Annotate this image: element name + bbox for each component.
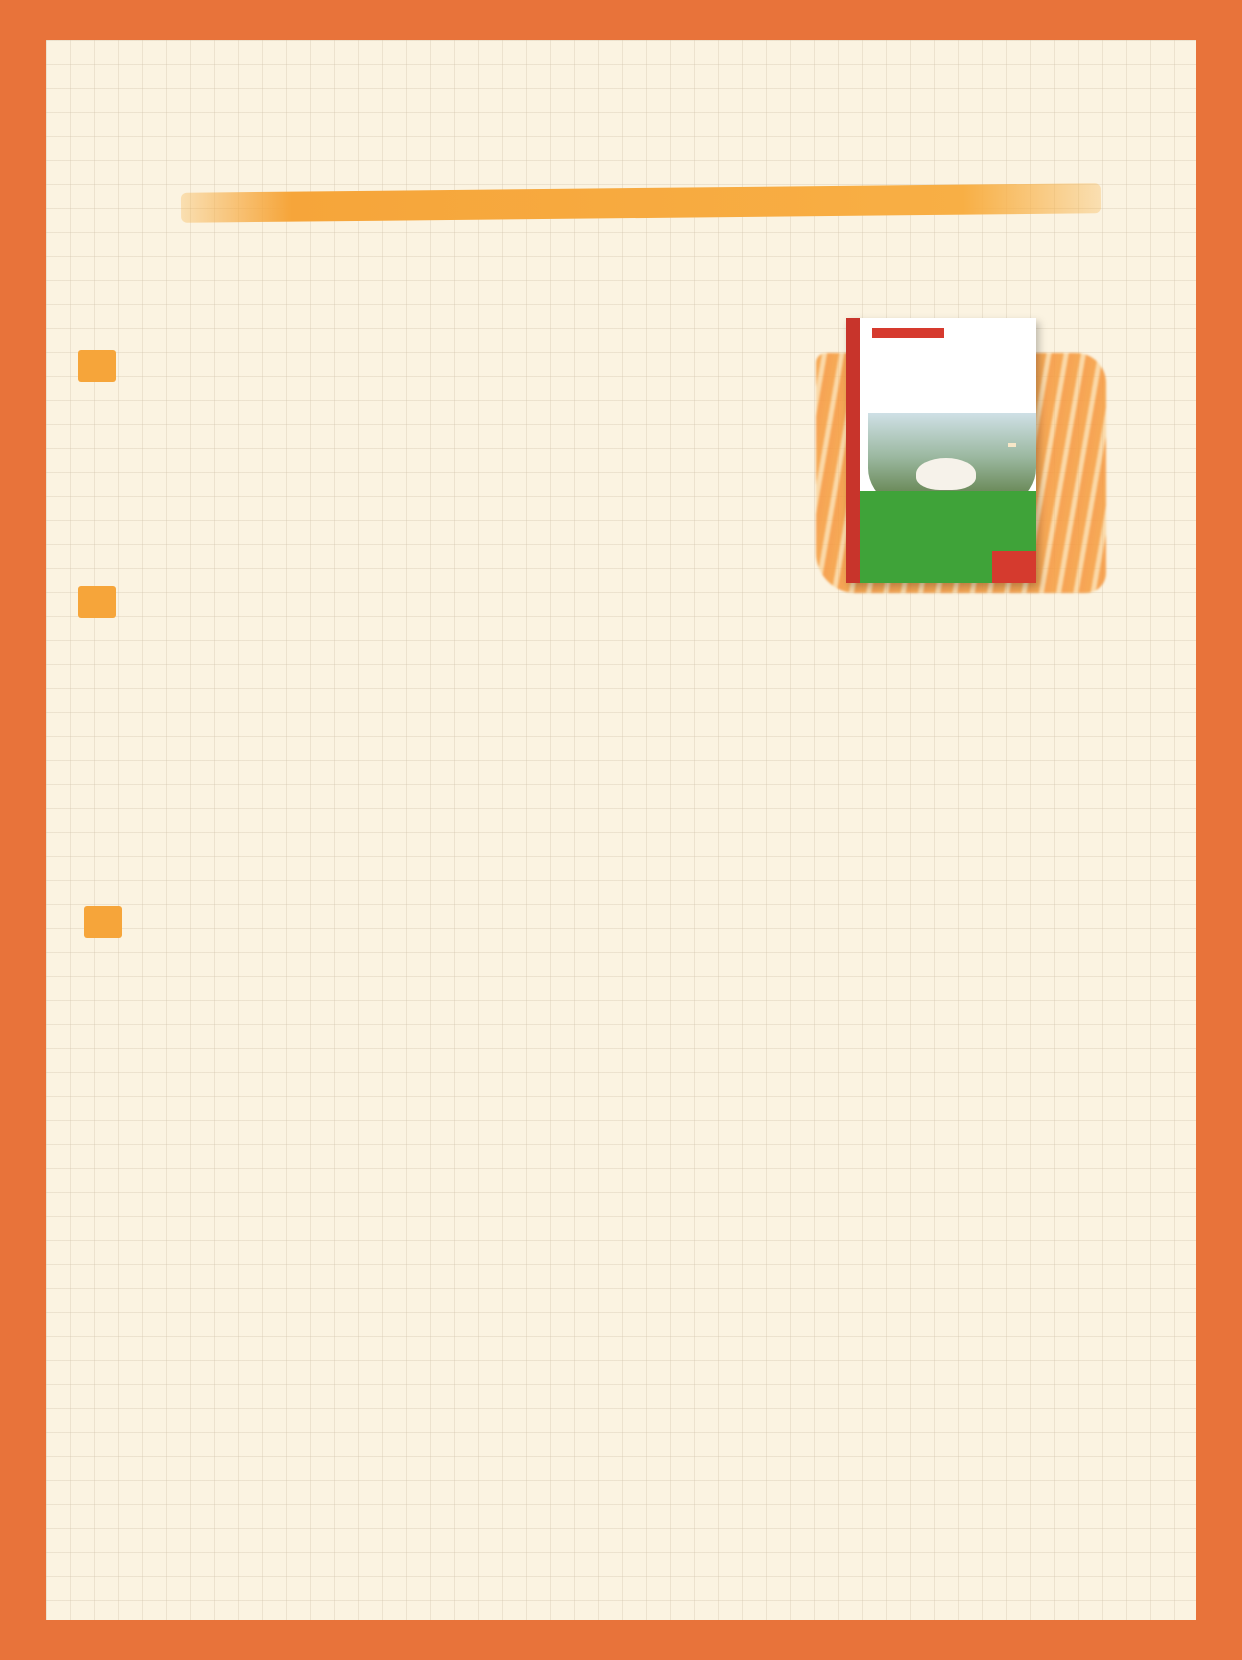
section-words-heading [90,578,102,620]
goose-illustration [916,458,976,490]
book-cover [846,318,1036,583]
section-sentences-heading [96,898,108,940]
book-series-band [872,328,944,338]
section-sentences-title [96,898,108,940]
section-words-title [90,578,102,620]
note-paper [46,40,1196,1620]
title-highlight [181,183,1101,223]
book-cover-image [846,318,1136,618]
book-stair-shape [992,551,1036,583]
section-vocab-heading [90,342,102,384]
book-spine [846,318,860,583]
book-grade-tag [1008,443,1016,447]
section-vocab-title [90,342,102,384]
